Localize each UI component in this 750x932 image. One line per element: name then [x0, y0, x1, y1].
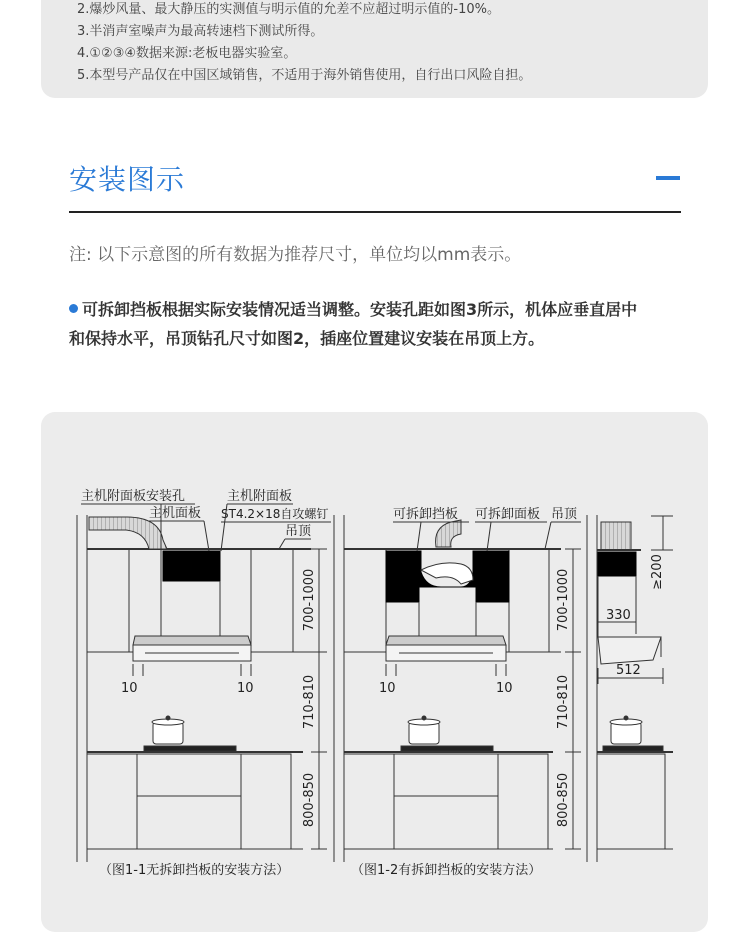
- dim-middle-fig2: 710-810: [556, 674, 571, 730]
- caption-fig2: （图1-2有拆卸挡板的安装方法）: [351, 863, 542, 878]
- label-baffle-1: 可拆卸挡板: [393, 507, 459, 522]
- installation-diagram: [41, 412, 708, 904]
- installation-diagram-card: [41, 412, 708, 932]
- fig2-leader-lines: [393, 522, 581, 551]
- note-3: 3.半消声室噪声为最高转速档下测试所得。: [77, 24, 324, 39]
- note-5: 5.本型号产品仅在中国区域销售，不适用于海外销售使用，自行出口风险自担。: [77, 68, 532, 83]
- title-divider: [69, 211, 681, 213]
- dim-side-330: 330: [606, 608, 631, 623]
- bullet-icon: [69, 304, 78, 313]
- label-main-panel: 主机面板: [149, 506, 202, 521]
- dim-fig1-right: 10: [237, 681, 254, 696]
- collapse-icon[interactable]: [656, 176, 680, 180]
- instruction-line-1: 可拆卸挡板根据实际安装情况适当调整。安装孔距如图3所示，机体应垂直居中: [82, 300, 638, 319]
- label-attach-panel: 主机附面板: [227, 489, 293, 504]
- dim-lower-fig2: 800-850: [556, 772, 571, 828]
- fig2-labels: [351, 506, 578, 878]
- section-title: 安装图示: [69, 163, 186, 196]
- label-ceiling-2: 吊顶: [551, 507, 578, 522]
- label-baffle-2: 可拆卸面板: [475, 507, 541, 522]
- dim-side-top: ≥200: [650, 554, 665, 590]
- caption-fig1: （图1-1无拆卸挡板的安装方法）: [99, 863, 290, 878]
- label-screw: ST4.2×18自攻螺钉: [221, 507, 329, 521]
- dim-middle-fig1: 710-810: [302, 674, 317, 730]
- specs-notes-card: [41, 0, 708, 98]
- note-2: 2.爆炒风量、最大静压的实测值与明示值的允差不应超过明示值的-10%。: [77, 2, 500, 17]
- dim-fig2-left: 10: [379, 681, 396, 696]
- label-panel-hole: 主机附面板安装孔: [81, 489, 186, 504]
- dim-upper-fig2: 700-1000: [556, 568, 571, 632]
- figure-1-1: [77, 515, 311, 862]
- dim-fig2-right: 10: [496, 681, 513, 696]
- figure-1-2: [334, 515, 561, 862]
- dim-side-512: 512: [616, 663, 641, 678]
- note-4: 4.①②③④数据来源:老板电器实验室。: [77, 46, 297, 61]
- install-instructions: [69, 295, 681, 353]
- dim-lower-fig1: 800-850: [302, 772, 317, 828]
- dim-upper-fig1: 700-1000: [302, 568, 317, 632]
- dim-fig1-left: 10: [121, 681, 138, 696]
- label-ceiling-1: 吊顶: [285, 524, 312, 539]
- instruction-line-2: 和保持水平，吊顶钻孔尺寸如图2，插座位置建议安装在吊顶上方。: [69, 329, 545, 348]
- units-hint: 注: 以下示意图的所有数据为推荐尺寸，单位均以mm表示。: [69, 245, 522, 265]
